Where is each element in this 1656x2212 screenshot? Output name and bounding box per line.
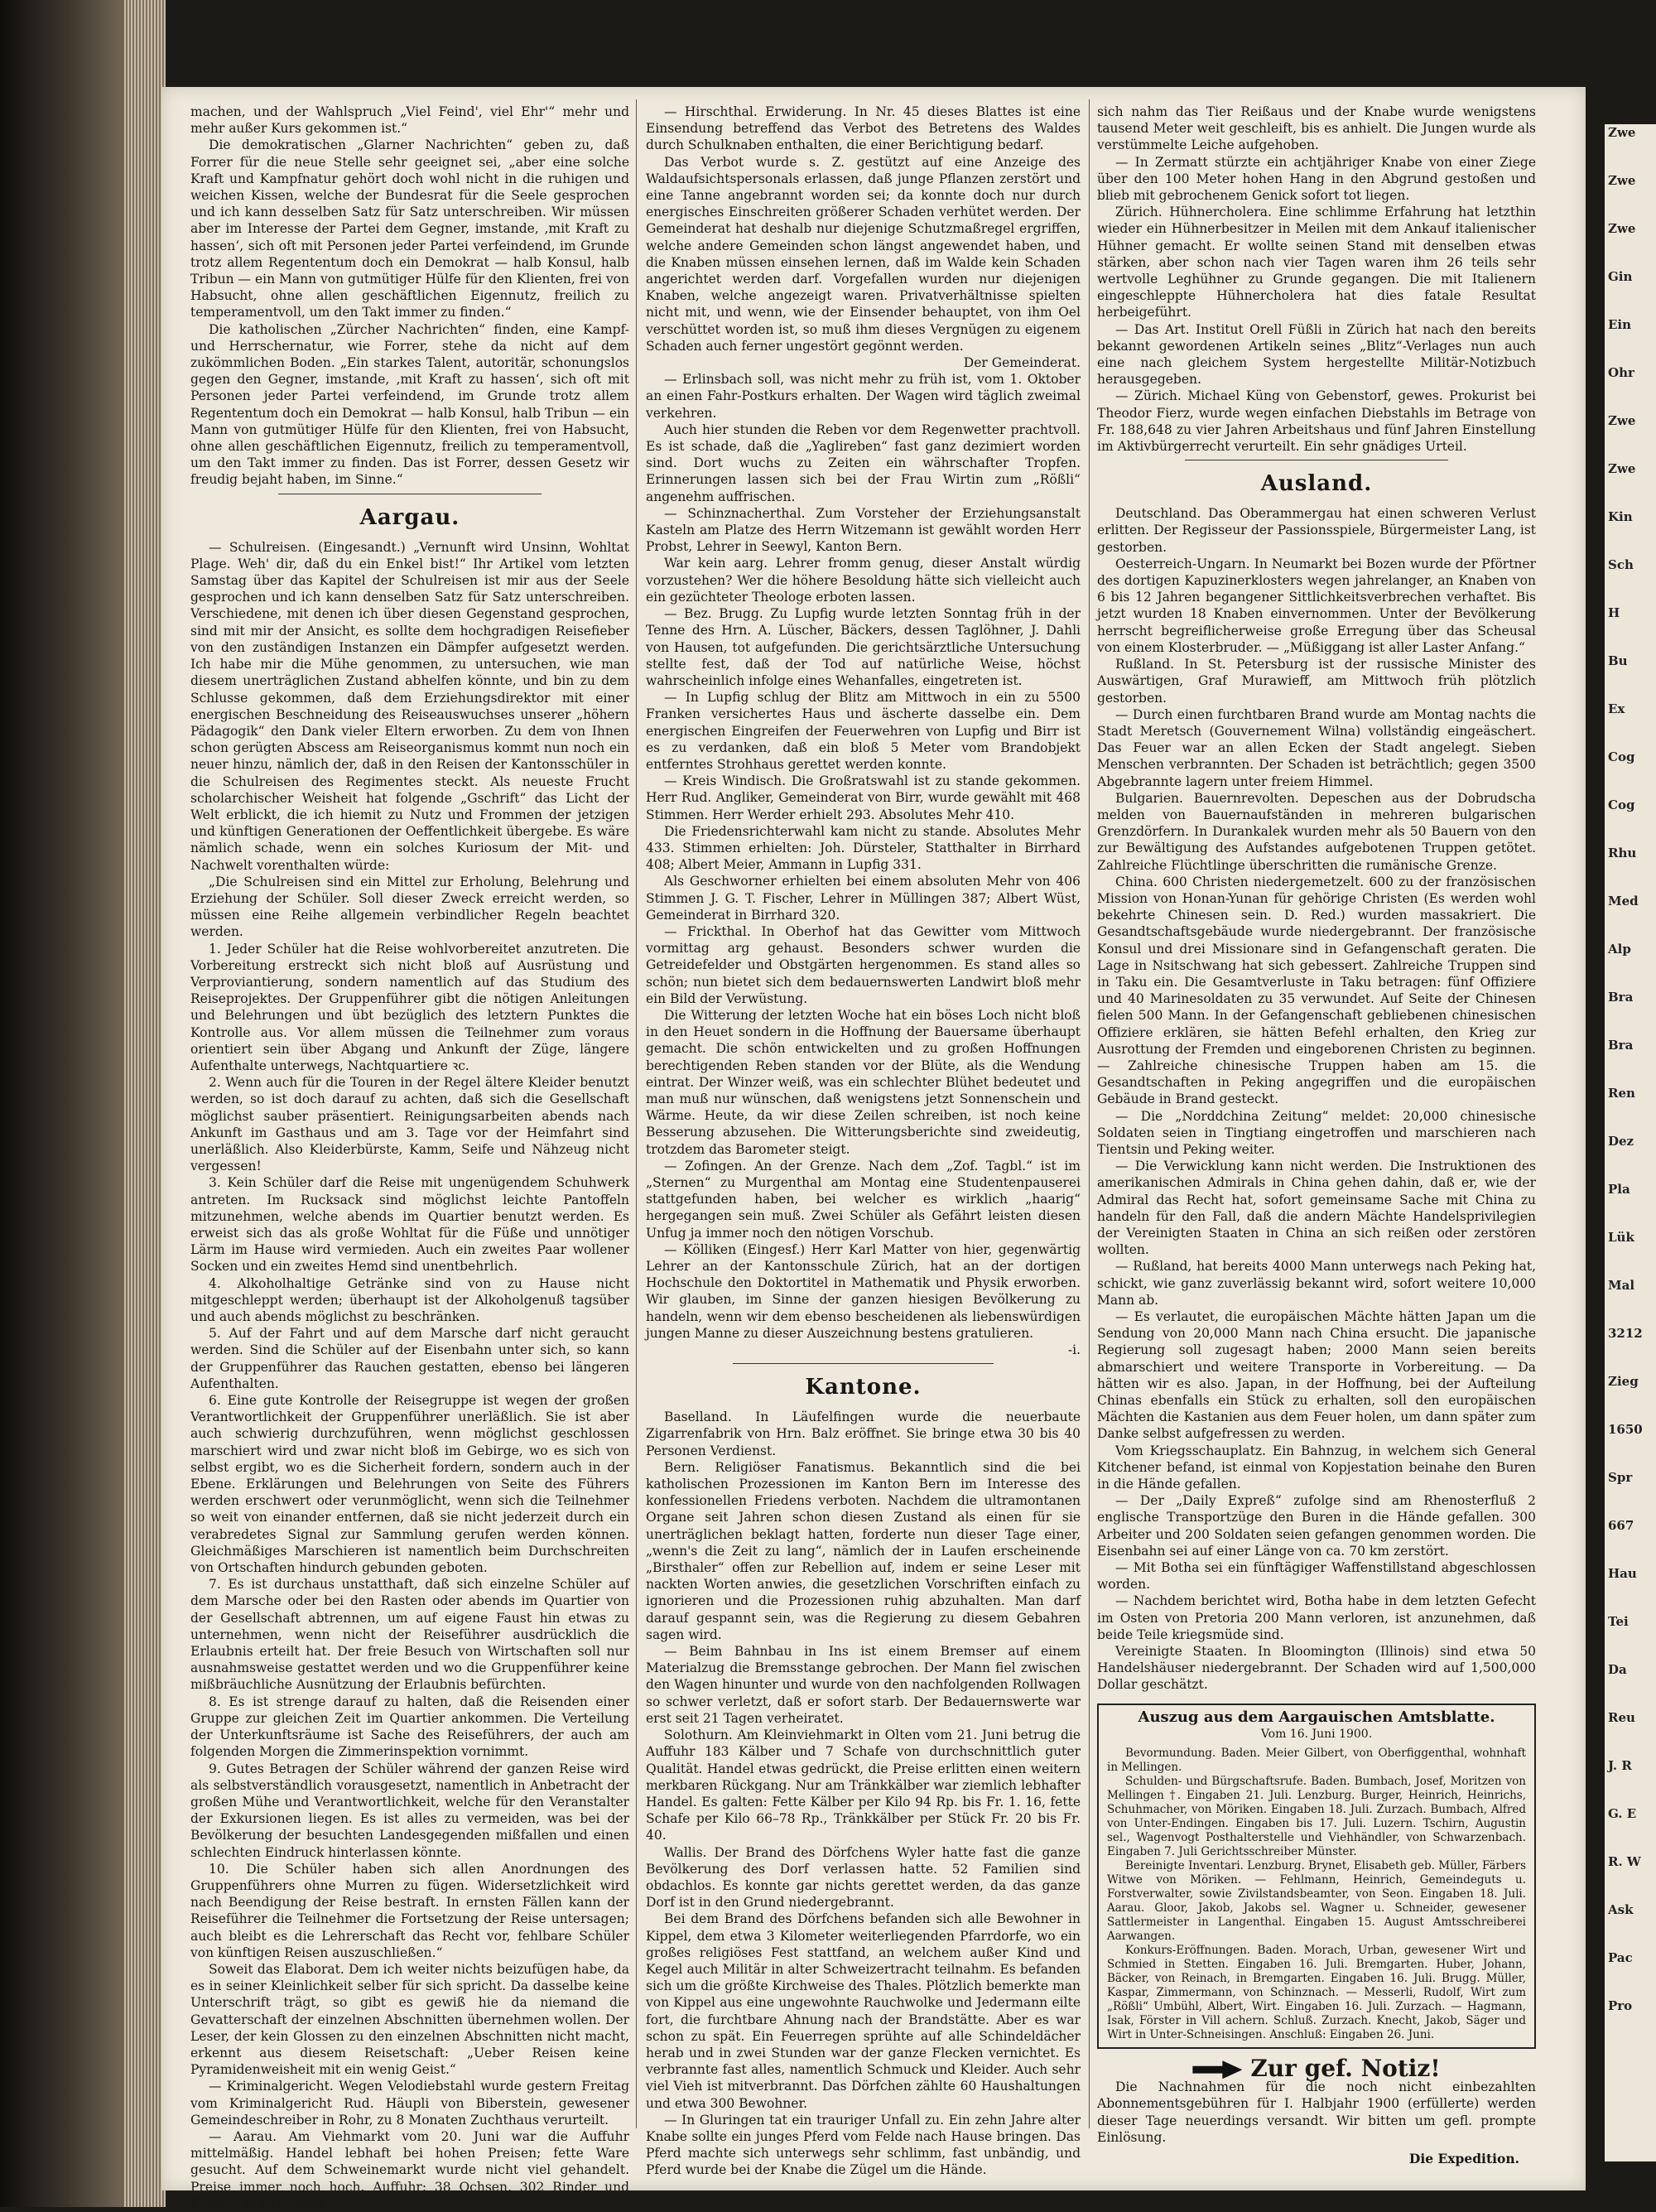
- newspaper-page: [161, 87, 1586, 2211]
- paragraph: Auch hier stunden die Reben vor dem Regenwetter prachtvoll. Es ist schade, daß die „Yaglireben“ fast ganz dezimiert worden sind. Dort wuchs zu Zeiten ein währschafter Tropfen. Erinnerungen lassen sich bei der Frau Wirtin zum „Rößli“ angenehm auffrischen.: [646, 422, 1081, 504]
- section-heading-ausland: Ausland.: [1260, 471, 1373, 497]
- amtsblatt-title: Auszug aus dem Aargauischen Amtsblatte.: [1138, 1708, 1495, 1726]
- adjacent-page-text: 3212: [1608, 1326, 1643, 1341]
- signature: Der Gemeinderat.: [963, 355, 1081, 371]
- paragraph: Als Geschworner erhielten bei einem absoluten Mehr von 406 Stimmen J. G. T. Fischer, Lehrer in Müllingen 387; Albert Wüst, Gemeinderat in Birrhard 320.: [646, 874, 1081, 923]
- paragraph: — Das Art. Institut Orell Füßli in Zürich hat nach den bereits bekannt gewordenen Artikeln seines „Blitz“-Verlages nun auch eine nach gleichem System hergestellte Militär-Notizbuch herausgegeben.: [1097, 321, 1536, 388]
- paragraph: — Zofingen. An der Grenze. Nach dem „Zof. Tagbl.“ ist im „Sternen“ zu Murgenthal am Montag eine Studentenpauserei stattgefunden haben, bei welcher es wirklich „haarig“ hergegangen sein muß. Zwei Schüler als Gefährt leisten diesen Unfug ja immer noch den nötigen Vorschub.: [646, 1158, 1081, 1241]
- paragraph: Die demokratischen „Glarner Nachrichten“ geben zu, daß Forrer für die neue Stelle sehr geeignet sei, „aber eine solche Kraft und Kampfnatur gehört doch wohl nicht in die ruhigen und weichen Kissen, welche der Bundesrat für die Seele gesprochen und ich kann desselben Satz für Satz unterschreiben. Wir müssen aber im Interesse der Partei dem Gegner, imstande, ‚mit Kraft zu hassen‘, sich oft mit Personen jeder Partei verfeindend, im Grunde trotz allem Regententum doch ein Demokrat — halb Konsul, halb Tribun — ein Mann von gutmütiger Hülfe für den Klienten, frei von Habsucht, ohne allen geschäftlichen Eigennutz, freilich zu temperamentvoll, um den Takt immer zu finden.“: [190, 137, 629, 320]
- adjacent-page-text: Mal: [1608, 1278, 1635, 1293]
- adjacent-page-text: 667: [1608, 1518, 1634, 1533]
- signature: -i.: [1067, 1342, 1081, 1358]
- adjacent-page-text: Kin: [1608, 509, 1633, 524]
- paragraph: — Durch einen furchtbaren Brand wurde am Montag nachts die Stadt Meretsch (Gouvernement Wilna) vollständig eingeäschert. Das Feuer war an allen Ecken der Stadt angelegt. Sieben Menschen verbrannten. Der Schaden ist beträchtlich; gegen 3500 Abgebrannte lagern unter freiem Himmel.: [1097, 706, 1536, 789]
- page-edges: [124, 0, 166, 2207]
- adjacent-page-text: Ex: [1608, 701, 1625, 716]
- paragraph: — Die Verwicklung kann nicht werden. Die Instruktionen des amerikanischen Admirals in China gehen dahin, daß er, wie der Admiral das Recht hat, sofort gemeinsame Sache mit China zu handeln für den Fall, daß die andern Mächte Handelsprivilegien der Vereinigten Staaten in China an sich reißen oder zerstören wollten.: [1097, 1159, 1536, 1258]
- adjacent-page-text: R. W: [1608, 1854, 1641, 1869]
- adjacent-page-text: Cog: [1608, 749, 1635, 764]
- column-rule: [636, 99, 637, 2128]
- notice-signature: Die Expedition.: [1408, 2151, 1519, 2166]
- adjacent-page-text: Hau: [1608, 1566, 1637, 1581]
- adjacent-page-text: Cog: [1608, 798, 1635, 812]
- paragraph: 4. Alkoholhaltige Getränke sind von zu Hause nicht mitgeschleppt werden; überhaupt ist der Alkoholgenuß tagsüber und auch abends möglichst zu beschränken.: [190, 1275, 629, 1325]
- column-3: [1097, 104, 1536, 2166]
- adjacent-page-text: Tei: [1608, 1614, 1629, 1629]
- adjacent-page-text: Reu: [1608, 1710, 1635, 1725]
- adjacent-page-text: Lük: [1608, 1230, 1634, 1245]
- paragraph: 8. Es ist strenge darauf zu halten, daß die Reisenden einer Gruppe zur gleichen Zeit im Quartier ankommen. Die Verteilung der Unterkunftsräume ist Sache des Reiseführers, der auch am folgenden Morgen die Zimmerinspektion vornimmt.: [190, 1694, 629, 1760]
- paragraph: Bulgarien. Bauernrevolten. Depeschen aus der Dobrudscha melden von Bauernaufständen in mehreren bulgarischen Grenzdörfern. In Durankalek wurden mehr als 50 Bauern von den zur Bewältigung des Aufstandes aufgebotenen Truppen getötet. Zahlreiche Flüchtlinge überschritten die rumänische Grenze.: [1097, 790, 1536, 873]
- paragraph: China. 600 Christen niedergemetzelt. 600 zu der französischen Mission von Honan-Yunan für gehörige Christen (Es werden wohl bekehrte Chinesen sein. D. Red.) wurden massakriert. Die Gesandtschaftsgebäude wurde niedergebrannt. Der französische Konsul und drei Missionare sind in Gefangenschaft geraten. Die Lage in Nsitschwang hat sich gebessert. Zahlreiche Truppen sind in Taku ein. Die Gesamtverluste in Taku betragen: fünf Offiziere und 40 Marinesoldaten zu 35 verwundet. Auf Seite der Chinesen fielen 500 Mann. In der Gefangenschaft gebliebenen chinesischen Offiziere erklären, sie hätten Befehl erhalten, den Krieg zur Ausrottung der Fremden und eingeborenen Christen zu beginnen. — Zahlreiche chinesische Truppen haben am 15. die Gesandtschaften in Peking angegriffen und die europäischen Gebäude in Brand gesteckt.: [1097, 874, 1536, 1107]
- adjacent-page-text: Bra: [1608, 990, 1634, 1005]
- paragraph: — Kölliken (Eingesf.) Herr Karl Matter von hier, gegenwärtig Lehrer an der Kantonsschule Zürich, hat an der dortigen Hochschule den Doktortitel in Mathematik und Physik erworben. Wir glauben, im Sinne der ganzen hiesigen Bevölkerung zu handeln, wenn wir dem ebenso bescheidenen als liebenswürdigen jungen Manne zu dieser Auszeichnung bestens gratulieren.: [646, 1241, 1081, 1341]
- paragraph: — Rußland, hat bereits 4000 Mann unterwegs nach Peking hat, schickt, wie ganz zuverlässig bekannt wird, sofort weitere 10,000 Mann ab.: [1097, 1259, 1536, 1308]
- paragraph: Oesterreich-Ungarn. In Neumarkt bei Bozen wurde der Pförtner des dortigen Kapuzinerklosters wegen jahrelanger, an Knaben von 6 bis 12 Jahren begangener Sittlichkeitsverbrechen verhaftet. Bis jetzt wurden 18 Knaben einvernommen. Unter der Bevölkerung herrscht begreiflicherweise große Erregung über das Scheusal von einem Klosterbruder. — „Müßiggang ist aller Laster Anfang.“: [1097, 556, 1536, 655]
- adjacent-page-text: Dez: [1608, 1134, 1634, 1149]
- amtsblatt-entry: Schulden- und Bürgschaftsrufe. Baden. Bumbach, Josef, Moritzen von Mellingen †. Eingaben 21. Juli. Lenzburg. Burger, Heinrich, Heinrichs, Schuhmacher, von Möriken. Eingaben 18. Juli. Zurzach. Bumbach, Alfred von Unter-Endingen. Eingaben bis 17. Juli. Luzern. Tschirn, Augustin sel., Wagenvogt Posthalterstelle und Viehhändler, von Schwarzenbach. Eingaben 7. Juli Gerichtsschreiber Münster.: [1107, 1774, 1526, 1858]
- paragraph: 2. Wenn auch für die Touren in der Regel ältere Kleider benutzt werden, so ist doch darauf zu achten, daß sich die Gesellschaft möglichst sauber präsentiert. Reinigungsarbeiten abends nach Ankunft im Gasthaus und am 3. Tage vor der Heimfahrt sind unerläßlich. Also Kleiderbürste, Kamm, Seife und Nähzeug nicht vergessen!: [190, 1075, 629, 1174]
- paragraph: 10. Die Schüler haben sich allen Anordnungen des Gruppenführers ohne Murren zu fügen. Widersetzlichkeit wird nach Beendigung der Reise bestraft. In ernsten Fällen kann der Reiseführer die Teilnehmer die Fortsetzung der Reise untersagen; auch bleibt es die Lehrerschaft das Recht vor, fehlbare Schüler von künftigen Reisen auszuschließen.“: [190, 1861, 629, 1960]
- notice-text: Die Nachnahmen für die noch nicht einbezahlten Abonnementsgebühren für I. Halbjahr 1900 (erfüllerte) werden dieser Tage neuerdings versandt. Wir bitten um gefl. prompte Einlösung.: [1097, 2079, 1536, 2145]
- adjacent-page-text: Pro: [1608, 1998, 1633, 2013]
- paragraph: Vereinigte Staaten. In Bloomington (Illinois) sind etwa 50 Handelshäuser niedergebrannt. Der Schaden wird auf 1,500,000 Dollar geschätzt.: [1097, 1644, 1536, 1693]
- paragraph: — Erlinsbach soll, was nicht mehr zu früh ist, vom 1. Oktober an einen Fahr-Postkurs erhalten. Der Wagen wird täglich zweimal verkehren.: [646, 372, 1081, 421]
- adjacent-page-text: Pac: [1608, 1950, 1633, 1965]
- paragraph: Das Verbot wurde s. Z. gestützt auf eine Anzeige des Waldaufsichtspersonals erlassen, daß junge Pflanzen zerstört und eine Tanne angebrannt worden sei; da konnte doch nur durch energisches Einschreiten größerer Schaden verhütet werden. Der Gemeinderat hat deshalb nur diejenige Schutzmaßregel ergriffen, welche andere Gemeinden schon längst angewendet haben, und die Knaben müssen einsehen lernen, daß im Walde kein Schaden angerichtet werden darf. Vorgefallen wurden nur diejenigen Knaben, welche angezeigt waren. Privatverhältnisse spielten nicht mit, und wenn, wie der Einsender behauptet, von ihm Oel verschüttet worden ist, so muß ihm dieses Vergnügen zu eigenem Schaden auch ferner ungestört gegönnt werden.: [646, 154, 1081, 354]
- paragraph: 6. Eine gute Kontrolle der Reisegruppe ist wegen der großen Verantwortlichkeit der Gruppenführer unerläßlich. Sie ist aber auch schwierig durchzuführen, wenn möglichst geschlossen marschiert wird und zwar nicht bloß im Gebirge, wo es sich von selbst ergibt, wo es die Sicherheit fordern, sondern auch in der Ebene. Erklärungen und Belehrungen von Seite des Führers werden erschwert oder verunmöglicht, wenn sich die Teilnehmer so weit von einander entfernen, daß sie nicht jederzeit durch ein verabredetes Signal zur Sammlung gerufen werden können. Gleichmäßiges Marschieren ist namentlich beim Durchschreiten von Ortschaften hindurch gebunden geboten.: [190, 1393, 629, 1576]
- paragraph: „Die Schulreisen sind ein Mittel zur Erholung, Belehrung und Erziehung der Schüler. Soll dieser Zweck erreicht werden, so müssen eine Reihe allgemein verbindlicher Regeln beachtet werden.: [190, 874, 629, 940]
- paragraph: — Der „Daily Expreß“ zufolge sind am Rhenosterfluß 2 englische Transportzüge den Buren in die Hände gefallen. 300 Arbeiter und 200 Soldaten seien gefangen genommen worden. Die Eisenbahn sei auf einer Länge von ca. 70 km zerstört.: [1097, 1493, 1536, 1559]
- paragraph: Zürich. Hühnercholera. Eine schlimme Erfahrung hat letzthin wieder ein Hühnerbesitzer in Meilen mit dem Ankauf italienischer Hühner gemacht. Er wollte seinen Stand mit denselben etwas stärken, aber schon nach vier Tagen waren ihm 26 teils sehr wertvolle Leghühner zu Grunde gegangen. Die mit Italienern eingeschleppte Hühnercholera hat dies fatale Resultat herbeigeführt.: [1097, 205, 1536, 320]
- adjacent-page-text: 1650: [1608, 1422, 1643, 1437]
- section-heading-aargau: Aargau.: [359, 504, 460, 530]
- amtsblatt-entry: Konkurs-Eröffnungen. Baden. Morach, Urban, gewesener Wirt und Schmied in Stetten. Eingaben 16. Juli. Bremgarten. Huber, Johann, Bäcker, von Reinach, in Bremgarten. Eingaben 16. Juli. Brugg. Müller, Kaspar, Zimmermann, von Schinznach. — Messerli, Rudolf, Wirt zum „Rößli“ Umbühl, Albert, Wirt. Eingaben 16. Juli. Zurzach. — Hagmann, Isak, Förster in Vill achern. Schluß. Zurzach. Knecht, Jakob, Säger und Wirt in Unter-Schneisingen. Anschluß: Eingaben 26. Juni.: [1107, 1943, 1526, 2041]
- paragraph: — In Zermatt stürzte ein achtjähriger Knabe von einer Ziege über den 100 Meter hohen Hang in den Abgrund gestoßen und blieb mit gebrochenem Genick sofort tot liegen.: [1097, 154, 1536, 204]
- paragraph: — Mit Botha sei ein fünftägiger Waffenstillstand abgeschlossen worden.: [1097, 1560, 1536, 1593]
- adjacent-page-text: Rhu: [1608, 846, 1637, 860]
- paragraph: Bei dem Brand des Dörfchens befanden sich alle Bewohner in Kippel, dem etwa 3 Kilometer weiterliegenden Pfarrdorfe, wo ein großes religiöses Fest stattfand, an welchem außer Kind und Kegel auch Militär in alter Schweizertracht teilnahm. Es befanden sich um die größte Kirchweise des Thales. Plötzlich bemerkte man von Kippel aus eine ungewohnte Rauchwolke und Jedermann eilte fort, die furchtbare Ahnung nach der Brandstätte. Aber es war schon zu spät. Ein Feuerregen sprühte auf alle Schindeldächer herab und in zwei Stunden war der ganze Flecken vernichtet. Es verbrannte fast alles, namentlich Schmuck und Kleider. Auch sehr viel Vieh ist mitverbrannt. Das Dörfchen zählte 60 Haushaltungen und etwa 300 Bewohner.: [646, 1911, 1081, 2111]
- paragraph: Bern. Religiöser Fanatismus. Bekanntlich sind die bei katholischen Prozessionen im Kanton Bern im Interesse des konfessionellen Friedens verboten. Nachdem die ultramontanen Organe seit Jahren schon diesen Zustand als einen für sie unerträglichen beklagt hatten, forderte nun dieser Tage einer, „wenn's die Zeit zu lang“, nämlich der in Laufen erscheinende „Birsthaler“ offen zur Rebellion auf, indem er seine Leser mit nackten Worten anwies, die gesetzlichen Vorschriften einfach zu ignorieren und die Prozessionen ruhig abzuhalten. Man darf darauf gespannt sein, was die Regierung zu diesem Gebahren sagen wird.: [646, 1459, 1081, 1642]
- paragraph: — Es verlautet, die europäischen Mächte hätten Japan um die Sendung von 20,000 Mann nach China ersucht. Die japanische Regierung soll zugesagt haben; 2000 Mann seien bereits abmarschiert und weitere Transporte in Vorbereitung. — Da hätten wir es also. Japan, in der Hoffnung, bei der Aufteilung Chinas ebenfalls ein Stück zu erhalten, soll den europäischen Mächten die Kastanien aus dem Feuer holen, um dann später zum Danke selbst aufgefressen zu werden.: [1097, 1309, 1536, 1442]
- paragraph: — Zürich. Michael Küng von Gebenstorf, gewes. Prokurist bei Theodor Fierz, wurde wegen einfachen Diebstahls im Betrage von Fr. 188,648 zu vier Jahren Arbeitshaus und fünf Jahren Einstellung im Aktivbürgerrecht verurteilt. Ein sehr gnädiges Urteil.: [1097, 388, 1536, 455]
- adjacent-page-text: Zwe: [1608, 173, 1636, 188]
- paragraph: — Aarau. Am Viehmarkt vom 20. Juni war die Auffuhr mittelmäßig. Handel lebhaft bei hohen Preisen; fette Ware gesucht. Auf dem Schweinemarkt wurde nicht viel gehandelt. Preise immer noch hoch. Auffuhr: 38 Ochsen, 302 Rinder und Kühe, 339 Schweine.: [190, 2128, 629, 2211]
- amtsblatt-box: [1097, 1704, 1536, 2049]
- paragraph: — Bez. Brugg. Zu Lupfig wurde letzten Sonntag früh in der Tenne des Hrn. A. Lüscher, Bäckers, dessen Taglöhner, J. Dahli von Hausen, tot aufgefunden. Die gerichtsärztliche Untersuchung stellte fest, daß der Tod auf natürliche Weise, höchst wahrscheinlich infolge eines Wehanfalles, eingetreten ist.: [646, 606, 1081, 688]
- adjacent-page-text: Spr: [1608, 1470, 1633, 1485]
- paragraph: — In Gluringen tat ein trauriger Unfall zu. Ein zehn Jahre alter Knabe sollte ein junges Pferd vom Felde nach Hause bringen. Das Pferd machte sich unterwegs sehr schlimm, fast unbändig, und Pferd wurde bei der Knabe die Zügel um die Hände.: [646, 2112, 1081, 2178]
- section-heading-kantone: Kantone.: [805, 1375, 922, 1400]
- adjacent-page-fragment: [1605, 124, 1656, 2161]
- adjacent-page-text: Ein: [1608, 317, 1632, 332]
- column-rule: [1089, 99, 1090, 2128]
- column-2: [646, 104, 1081, 2178]
- divider: [733, 1363, 994, 1364]
- paragraph: 1. Jeder Schüler hat die Reise wohlvorbereitet anzutreten. Die Vorbereitung erstreckt sich nicht bloß auf Ausrüstung und Verproviantierung, sondern namentlich auf das Studium des Reiseprojektes. Der Gruppenführer gibt die nötigen Anleitungen und Belehrungen und übt bezüglich des letztern Punktes die Kontrolle aus. Vor allem müssen die Teilnehmer zum voraus orientiert sein über Abgang und Ankunft der Züge, längere Aufenthalte unterwegs, Nachtquartiere ꝛc.: [190, 941, 629, 1073]
- adjacent-page-text: H: [1608, 605, 1620, 620]
- paragraph: Baselland. In Läufelfingen wurde die neuerbaute Zigarrenfabrik von Hrn. Balz eröffnet. Sie bringe etwa 30 bis 40 Personen Verdienst.: [646, 1410, 1081, 1458]
- paragraph: 9. Gutes Betragen der Schüler während der ganzen Reise wird als selbstverständlich vorausgesetzt, namentlich in Anbetracht der großen Mühe und Verantwortlichkeit, welche für den Veranstalter der Exkursionen liegen. Es ist alles zu vermeiden, was bei der Bevölkerung der besuchten Landesgegenden mißfallen und einen schlechten Eindruck hinterlassen könnte.: [190, 1761, 629, 1860]
- paragraph: — Kriminalgericht. Wegen Velodiebstahl wurde gestern Freitag vom Kriminalgericht Rud. Häupli von Biberstein, gewesener Gemeindeschreiber in Rohr, zu 8 Monaten Zuchthaus verurteilt.: [190, 2079, 629, 2128]
- paragraph: Solothurn. Am Kleinviehmarkt in Olten vom 21. Juni betrug die Auffuhr 183 Kälber und 7 Schafe von durchschnittlich guter Qualität. Handel etwas gedrückt, die Preise erlitten einen weitern merkbaren Rückgang. Nur am Tränkkälber war ziemlich lebhafter Handel. Es galten: Fette Kälber per Kilo 94 Rp. bis Fr. 1. 16, fette Schafe per Kilo 66–78 Rp., Tränkkälber per Stück Fr. 20 bis Fr. 40.: [646, 1728, 1081, 1843]
- adjacent-page-text: Bu: [1608, 653, 1628, 668]
- amtsblatt-date: Vom 16. Juni 1900.: [1260, 1727, 1373, 1741]
- adjacent-page-text: Pla: [1608, 1182, 1630, 1197]
- column-1: [190, 104, 629, 2211]
- adjacent-page-text: Zwe: [1608, 221, 1636, 236]
- paragraph: — Die „Norddchina Zeitung“ meldet: 20,000 chinesische Soldaten seien in Tingtiang eingetroffen und marschieren nach Tientsin und Peking weiter.: [1097, 1108, 1536, 1157]
- paragraph: War kein aarg. Lehrer fromm genug, dieser Anstalt würdig vorzustehen? Wer die höhere Besoldung hätte sich vielleicht auch ein gezüchteter Theologe erboten lassen.: [646, 556, 1081, 605]
- amtsblatt-entry: Bereinigte Inventari. Lenzburg. Brynet, Elisabeth geb. Müller, Färbers Witwe von Möriken. — Fehlmann, Heinrich, Gemeindeguts u. Forstverwalter, sowie Zivilstandsbeamter, von Seon. Eingaben 18. Juli. Aarau. Gloor, Jakob, Jakobs sel. Wagner u. Schneider, gewesener Sattlermeister in Langenthal. Eingaben 15. August Amtsschreiberei Aarwangen.: [1107, 1858, 1526, 1943]
- adjacent-page-text: Ren: [1608, 1086, 1635, 1101]
- adjacent-page-text: Sch: [1608, 557, 1634, 572]
- adjacent-page-text: Zieg: [1608, 1374, 1639, 1389]
- paragraph: — Schulreisen. (Eingesandt.) „Vernunft wird Unsinn, Wohltat Plage. Weh' dir, daß du ein Enkel bist!“ Ihr Artikel vom letzten Samstag über das Kapitel der Schulreisen ist mir aus der Seele gesprochen und ich kann denselben Satz für Satz unterschreiben. Verschiedene, mit denen ich über diesen Gegenstand gesprochen, sind mit mir der Ansicht, es sollte dem hochgradigen Reisefieber von den zuständigen Instanzen ein Dämpfer aufgesetzt werden. Ich habe mir die Mühe genommen, zu untersuchen, wie man diesem unerträglichen Zustand abhelfen könnte, und bin zu dem Schlusse gekommen, daß dem Erziehungsdirektor mit einer energischen Beschneidung des Reiseauswuchses unserer „höhern Pädagogik“ den Dank vieler Eltern erworben. Zu dem von Ihnen schon gerügten Abscess am Reiseorganismus kommt nun noch ein neuer hinzu, nämlich der, daß in den Reisen der Kantonsschüler in die Schulreisen des Regimentes steckt. Als neueste Frucht scholarchischer Weisheit hat folgende „Gschrift“ das Licht der Welt erblickt, die ich hiemit zu Nutz und Frommen der jetzigen und künftigen Generationen der Oeffentlichkeit übergebe. Es wäre nämlich schade, wenn ein solches Kuriosum der Mit- und Nachwelt vorenthalten würde:: [190, 539, 629, 873]
- paragraph: Rußland. In St. Petersburg ist der russische Minister des Auswärtigen, Graf Murawieff, am Mittwoch früh plötzlich gestorben.: [1097, 657, 1536, 706]
- adjacent-page-text: Med: [1608, 894, 1639, 908]
- paragraph: — Frickthal. In Oberhof hat das Gewitter vom Mittwoch vormittag arg gehaust. Besonders schwer wurden die Getreidefelder und Obstgärten hergenommen. Es stand alles so schön; nun bietet sich dem bedauernswerten Landwirt bloß mehr ein Bild der Verwüstung.: [646, 923, 1081, 1006]
- adjacent-page-text: Zwe: [1608, 125, 1636, 140]
- adjacent-page-text: J. R: [1608, 1758, 1632, 1773]
- paragraph: Deutschland. Das Oberammergau hat einen schweren Verlust erlitten. Der Regisseur der Passionsspiele, Bürgermeister Lang, ist gestorben.: [1097, 506, 1536, 555]
- adjacent-page-text: Bra: [1608, 1038, 1634, 1053]
- paragraph: — Beim Bahnbau in Ins ist einem Bremser auf einem Materialzug die Bremsstange gebrochen. Der Mann fiel zwischen den Wagen hinunter und wurde von den nachfolgenden Rollwagen so schwer verletzt, daß er sofort starb. Der Bedauernswerte war erst seit 21 Tagen verheiratet.: [646, 1644, 1081, 1726]
- adjacent-page-text: Zwe: [1608, 413, 1636, 428]
- paragraph: Die Witterung der letzten Woche hat ein böses Loch nicht bloß in den Heuet sondern in die Hoffnung der Bauersame überhaupt gemacht. Die schön entwickelten und zu großen Hoffnungen berechtigenden Reben standen vor der Blüte, als die Wendung eintrat. Der Winzer weiß, was ein schlechter Blühet bedeutet und man muß nur wünschen, daß wenigstens jetzt Sonnenschein und Wärme. Heute, da wir diese Zeilen schreiben, ist noch keine Besserung abzusehen. Die Witterungsberichte sind zweideutig, trotzdem das Barometer steigt.: [646, 1007, 1081, 1157]
- adjacent-page-text: Da: [1608, 1662, 1627, 1677]
- adjacent-page-text: Zwe: [1608, 461, 1636, 476]
- adjacent-page-text: G. E: [1608, 1806, 1637, 1821]
- paragraph: machen, und der Wahlspruch „Viel Feind', viel Ehr'“ mehr und mehr außer Kurs gekommen ist.“: [190, 104, 629, 137]
- paragraph: 5. Auf der Fahrt und auf dem Marsche darf nicht geraucht werden. Sind die Schüler auf der Eisenbahn unter sich, so kann der Gruppenführer das Rauchen gestatten, ebenso bei längeren Aufenthalten.: [190, 1326, 629, 1391]
- paragraph: — Schinznacherthal. Zum Vorsteher der Erziehungsanstalt Kasteln am Platze des Herrn Witzemann ist gewählt worden Herr Probst, Lehrer in Seewyl, Kanton Bern.: [646, 505, 1081, 555]
- adjacent-page-text: Ohr: [1608, 365, 1634, 380]
- notice: [1097, 2054, 1536, 2168]
- paragraph: Die katholischen „Zürcher Nachrichten“ finden, eine Kampf- und Herrschernatur, wie Forrer, stehe da nicht auf dem zukömmlichen Boden. „Ein starkes Talent, autoritär, schonungslos gegen den Gegner, imstande, ‚mit Kraft zu hassen‘, sich oft mit Personen jeder Partei verfeindend, im Grunde trotz allem Regententum doch ein Demokrat — halb Konsul, halb Tribun — ein Mann von gutmütiger Hülfe für den Klienten, frei von Habsucht, ohne allen geschäftlichen Eigennutz, freilich zu temperamentvoll, um den Takt immer zu finden. Das ist Forrer, dessen Gesetz wir freudig bejaht haben, im Sinne.“: [190, 321, 629, 488]
- notice-heading: [1097, 2054, 1536, 2082]
- paragraph: — Hirschthal. Erwiderung. In Nr. 45 dieses Blattes ist eine Einsendung betreffend das Verbot des Betretens des Waldes durch Schulknaben enthalten, die einer Berichtigung bedarf.: [646, 104, 1081, 153]
- adjacent-page-text: Alp: [1608, 942, 1631, 957]
- notice-title: Zur gef. Notiz!: [1250, 2054, 1441, 2082]
- paragraph: Wallis. Der Brand des Dörfchens Wyler hatte fast die ganze Bevölkerung des Dorf verlassen hatte. 52 Familien sind obdachlos. Es konnte gar nichts gerettet werden, da das ganze Dorf ist in den Grund niedergebrannt.: [646, 1844, 1081, 1911]
- adjacent-page-text: Gin: [1608, 269, 1633, 284]
- adjacent-page-text: Ask: [1608, 1902, 1634, 1917]
- pointing-hand-icon: [1192, 2060, 1242, 2079]
- paragraph: — Nachdem berichtet wird, Botha habe in dem letzten Gefecht im Osten von Pretoria 200 Mann verloren, ist anzunehmen, daß beide Teile kriegsmüde sind.: [1097, 1593, 1536, 1642]
- paragraph: Soweit das Elaborat. Dem ich weiter nichts beizufügen habe, da es in seiner Kleinlichkeit selber für sich spricht. Da dasselbe keine Unterschrift trägt, so gibt es gewiß hie da niemand die Gevatterschaft der einzelnen Abschnitten übernehmen wollen. Der Leser, der kein Glossen zu den einzelnen Abschnitten nicht macht, erkennt aus diesem Reisetschaft: „Ueber Reisen keine Pyramidenweisheit mit ein wenig Geist.“: [190, 1961, 629, 2078]
- paragraph: 7. Es ist durchaus unstatthaft, daß sich einzelne Schüler auf dem Marsche oder bei den Rasten oder abends im Quartier von der Gesellschaft abtrennen, um auf eigene Faust hin etwas zu unternehmen, wenn nicht der Reiseführer ausdrücklich die Erlaubnis erteilt hat. Der freie Besuch von Wirtschaften soll nur ausnahmsweise gestattet werden und wo die Gruppenführer keine mißbräuchliche Ausnützung der Erlaubnis befürchten.: [190, 1577, 629, 1693]
- paragraph: sich nahm das Tier Reißaus und der Knabe wurde wenigstens tausend Meter weit geschleift, bis es anhielt. Die Jungen wurde als verstümmelte Leiche aufgehoben.: [1097, 104, 1536, 153]
- amtsblatt-entry: Bevormundung. Baden. Meier Gilbert, von Oberfiggenthal, wohnhaft in Mellingen.: [1107, 1746, 1526, 1774]
- paragraph: 3. Kein Schüler darf die Reise mit ungenügendem Schuhwerk antreten. Im Rucksack sind möglichst leichte Pantoffeln mitzunehmen, welche abends im Quartier benutzt werden. Es erweist sich das als große Wohltat für die Füße und unnötiger Lärm im Hause wird vermieden. Auch ein zweites Paar wollener Socken und ein zweites Hemd sind unentbehrlich.: [190, 1175, 629, 1275]
- paragraph: — Kreis Windisch. Die Großratswahl ist zu stande gekommen. Herr Rud. Angliker, Gemeinderat von Birr, wurde gewählt mit 468 Stimmen. Herr Werder erhielt 293. Absolutes Mehr 410.: [646, 773, 1081, 822]
- paragraph: Vom Kriegsschauplatz. Ein Bahnzug, in welchem sich General Kitchener befand, ist einmal von Kopjestation beinahe den Buren in die Hände gefallen.: [1097, 1443, 1536, 1492]
- paragraph: — In Lupfig schlug der Blitz am Mittwoch in ein zu 5500 Franken versichertes Haus und äscherte dasselbe ein. Dem energischen Eingreifen der Feuerwehren von Lupfig und Birr ist es zu verdanken, daß ein bloß 5 Meter vom Brandobjekt entferntes Strohhaus gerettet werden konnte.: [646, 690, 1081, 772]
- paragraph: Die Friedensrichterwahl kam nicht zu stande. Absolutes Mehr 433. Stimmen erhielten: Joh. Dürsteler, Statthalter in Birrhard 408; Albert Meier, Ammann in Lupfig 331.: [646, 823, 1081, 873]
